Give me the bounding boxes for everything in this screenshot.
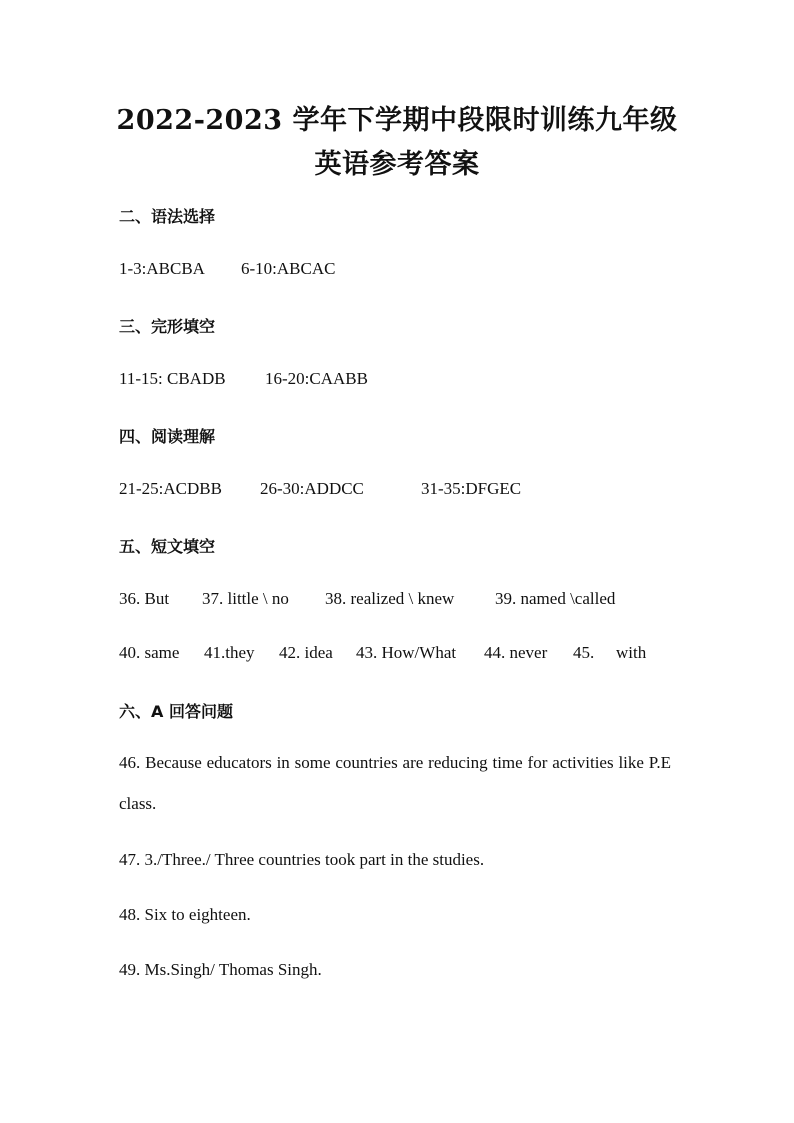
answer-47: 47. 3./Three./ Three countries took part in the studies.	[119, 850, 485, 869]
answer-group: 31-35:DFGEC	[421, 479, 522, 498]
answer-group: 11-15: CBADB	[119, 369, 226, 388]
answer-group: 21-25:ACDBB	[119, 479, 222, 498]
answer-group: 6-10:ABCAC	[241, 259, 336, 278]
answer-item: 40. same	[119, 643, 180, 662]
answer-item: 36. But	[119, 589, 170, 608]
section-heading-cloze: 三、完形填空	[119, 317, 216, 336]
answer-48: 48. Six to eighteen.	[119, 905, 251, 924]
answer-group: 26-30:ADDCC	[260, 479, 364, 498]
document-title-line-2: 英语参考答案	[314, 149, 480, 180]
answer-item: 42. idea	[279, 643, 333, 662]
section-heading-grammar: 二、语法选择	[119, 207, 216, 226]
answer-item: 44. never	[484, 643, 548, 662]
answer-item: 43. How/What	[356, 643, 457, 662]
answer-item: 41.they	[204, 643, 255, 662]
answer-item: 37. little \ no	[202, 589, 289, 608]
answer-46: 46. Because educators in some countries are reducing time for activities like P.E class.	[119, 753, 671, 813]
answer-item: with	[616, 643, 647, 662]
answer-item: 39. named \called	[495, 589, 616, 608]
answer-item: 38. realized \ knew	[325, 589, 455, 608]
document-title-line-1: 2022-2023 学年下学期中段限时训练九年级	[116, 105, 678, 136]
answer-group: 1-3:ABCBA	[119, 259, 205, 278]
section-heading-reading: 四、阅读理解	[119, 427, 216, 446]
section-heading-passage-fill: 五、短文填空	[119, 537, 216, 556]
answer-item: 45.	[573, 643, 595, 662]
answer-49: 49. Ms.Singh/ Thomas Singh.	[119, 960, 322, 979]
answer-group: 16-20:CAABB	[265, 369, 368, 388]
section-heading-questions: 六、A 回答问题	[119, 702, 233, 721]
